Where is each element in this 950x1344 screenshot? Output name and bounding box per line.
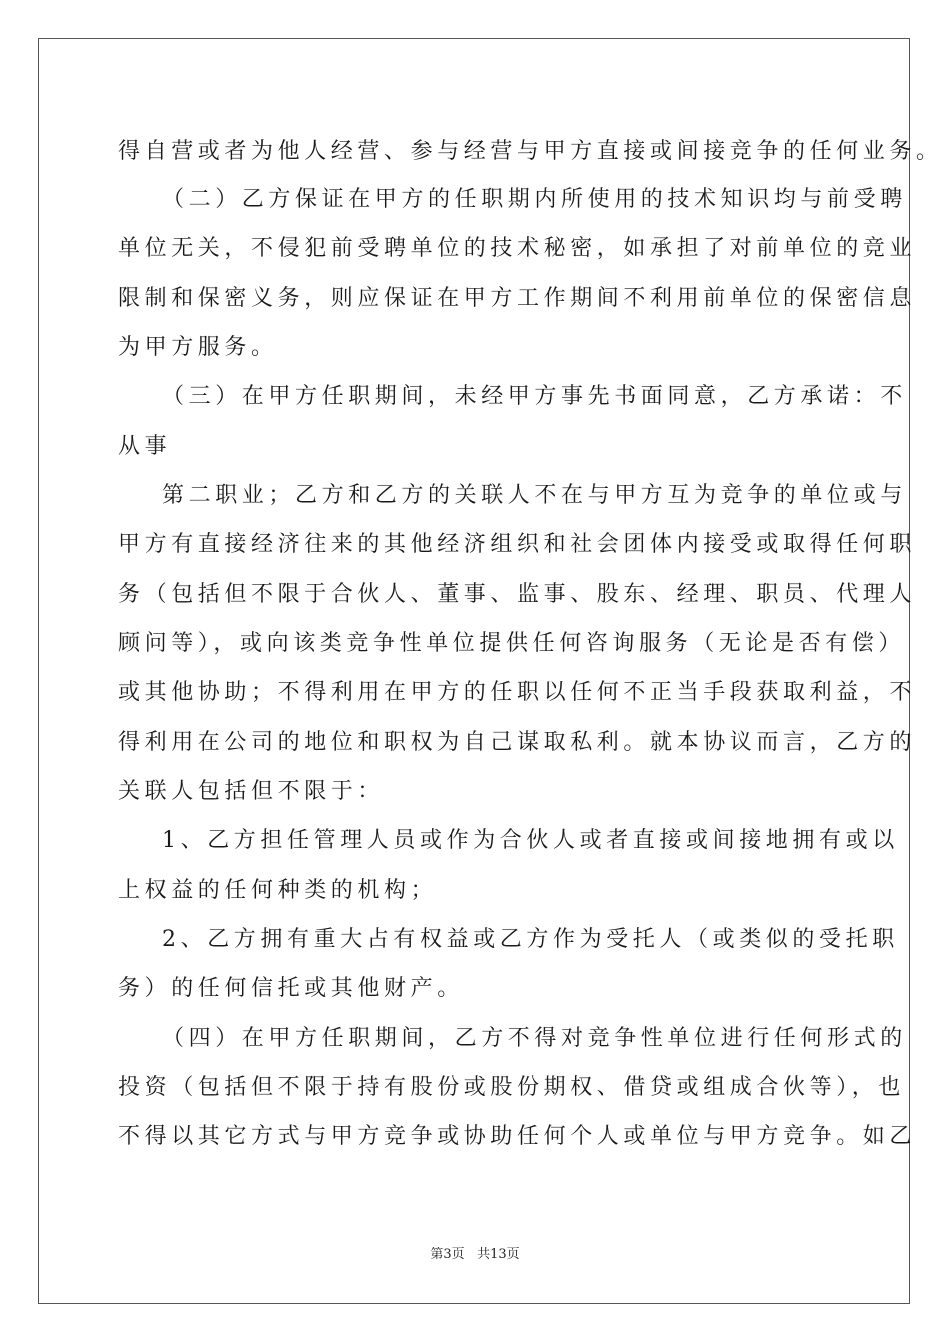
page-total: 共13页 xyxy=(477,1247,520,1262)
page-footer xyxy=(0,1246,950,1264)
text-line: 顾问等），或向该类竞争性单位提供任何咨询服务（无论是否有偿） xyxy=(118,631,906,656)
text-line: 从事 xyxy=(118,434,172,459)
text-line: 投资（包括但不限于持有股份或股份期权、借贷或组成合伙等），也 xyxy=(118,1075,906,1100)
text-line: 第二职业；乙方和乙方的关联人不在与甲方互为竞争的单位或与 xyxy=(162,483,907,508)
page-number: 第3页 xyxy=(430,1247,465,1262)
text-line: 或其他协助；不得利用在甲方的任职以任何不正当手段获取利益，不 xyxy=(118,680,917,705)
text-line: 得利用在公司的地位和职权为自己谋取私利。就本协议而言，乙方的 xyxy=(118,730,917,755)
text-line: （四）在甲方任职期间，乙方不得对竞争性单位进行任何形式的 xyxy=(162,1026,907,1051)
text-line: 务）的任何信托或其他财产。 xyxy=(118,976,464,1001)
text-line: 上权益的任何种类的机构； xyxy=(118,878,438,903)
text-line: （二）乙方保证在甲方的任职期内所使用的技术知识均与前受聘 xyxy=(162,187,907,212)
text-line: 限制和保密义务，则应保证在甲方工作期间不利用前单位的保密信息 xyxy=(118,286,917,311)
text-line: 不得以其它方式与甲方竞争或协助任何个人或单位与甲方竞争。如乙 xyxy=(118,1124,917,1149)
text-line: 单位无关，不侵犯前受聘单位的技术秘密，如承担了对前单位的竞业 xyxy=(118,236,917,261)
text-line: （三）在甲方任职期间，未经甲方事先书面同意，乙方承诺：不 xyxy=(162,384,907,409)
text-line: 甲方有直接经济往来的其他经济组织和社会团体内接受或取得任何职 xyxy=(118,532,917,557)
text-line: 务（包括但不限于合伙人、董事、监事、股东、经理、职员、代理人 xyxy=(118,582,917,607)
text-line: 1、乙方担任管理人员或作为合伙人或者直接或间接地拥有或以 xyxy=(162,828,899,853)
text-line: 关联人包括但不限于： xyxy=(118,779,385,804)
text-line: 为甲方服务。 xyxy=(118,335,278,360)
text-line: 得自营或者为他人经营、参与经营与甲方直接或间接竞争的任何业务。 xyxy=(118,139,943,164)
page-border xyxy=(38,38,943,1304)
text-line: 2、乙方拥有重大占有权益或乙方作为受托人（或类似的受托职 xyxy=(162,927,899,952)
